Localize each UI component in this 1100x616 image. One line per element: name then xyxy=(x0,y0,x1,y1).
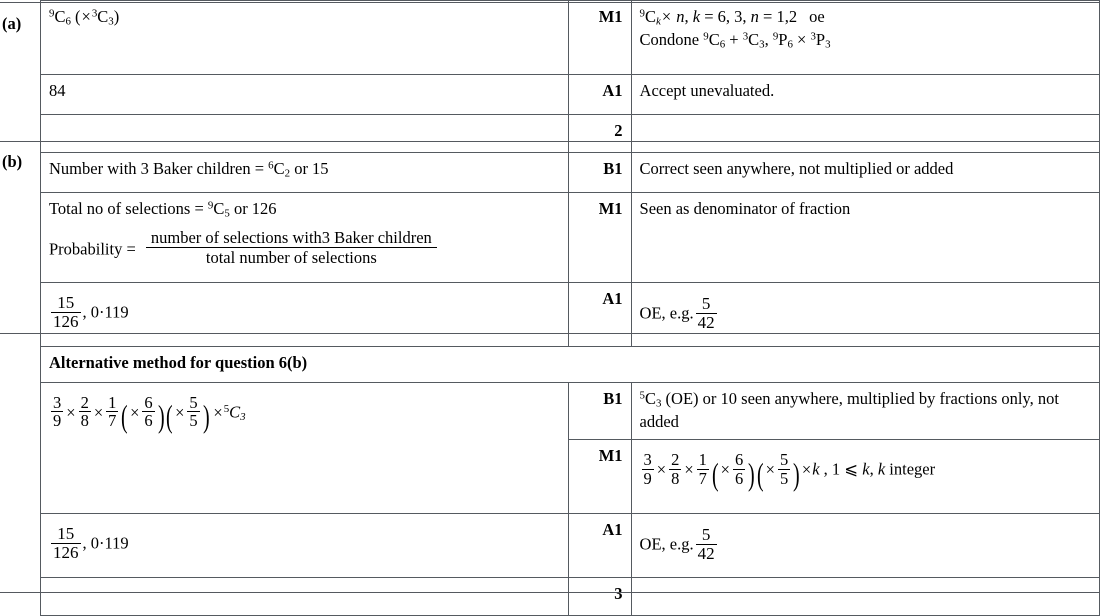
subscript-6: 6 xyxy=(719,38,726,51)
answer-fraction xyxy=(51,294,81,331)
superscript-3-2: 3 xyxy=(810,30,816,43)
combination-C: C xyxy=(644,389,656,408)
fraction-numerator: 15 xyxy=(57,293,75,312)
variable-n-2: n xyxy=(750,7,759,26)
combination-C: C xyxy=(644,7,656,26)
integer-word: integer xyxy=(885,460,936,480)
fraction-numerator: 5 xyxy=(701,294,711,313)
fraction-denominator: 9 xyxy=(643,468,652,488)
permutation-P: P xyxy=(778,30,788,50)
superscript-6: 6 xyxy=(268,159,274,172)
fraction-numerator: 6 xyxy=(734,450,744,470)
times-operator-4: × xyxy=(765,460,775,480)
fraction-numerator: 1 xyxy=(698,450,707,470)
probability-label: Probability = xyxy=(49,239,140,259)
table-row xyxy=(41,514,1100,578)
oe-prefix: OE, e.g. xyxy=(639,303,694,323)
fraction-1-7 xyxy=(106,394,118,430)
condone-word: Condone xyxy=(639,30,704,50)
section-rule-bottom xyxy=(0,592,1100,593)
combination-C: C xyxy=(54,7,66,26)
alt-expression xyxy=(49,388,560,433)
superscript-3: 3 xyxy=(91,7,98,20)
fraction-6-6 xyxy=(142,394,154,430)
answer-prefix: Number with 3 Baker children = xyxy=(49,159,269,178)
variable-k-2: k xyxy=(858,460,870,480)
table-row xyxy=(41,578,1100,616)
subscript-6: 6 xyxy=(65,15,71,28)
close-paren-large-1: ) xyxy=(157,398,165,435)
combination-C: C xyxy=(229,402,241,422)
combination-C: C xyxy=(273,159,285,178)
mark-cell-alt2: M1 xyxy=(569,440,631,514)
fraction-denominator: 5 xyxy=(189,411,198,431)
comment-line-1 xyxy=(640,6,1091,29)
times-operator-5: × xyxy=(213,402,223,422)
close-paren-large-1: ) xyxy=(748,455,755,492)
fraction-numerator: 5 xyxy=(779,450,789,470)
comma: , xyxy=(764,30,773,50)
subscript-2: 2 xyxy=(284,167,291,180)
comment-cell-a1 xyxy=(631,1,1099,75)
fraction-denominator: 7 xyxy=(698,468,707,488)
comment-cell-b2: Seen as denominator of fraction xyxy=(631,193,1099,283)
subscript-3: 3 xyxy=(108,15,114,28)
comment-cell-b1: Correct seen anywhere, not multiplied or added xyxy=(631,153,1099,193)
comment-cell-b-total xyxy=(631,578,1099,616)
oe-fraction xyxy=(696,526,717,563)
times-operator-3: × xyxy=(720,460,730,480)
subscript-6-2: 6 xyxy=(787,38,793,51)
fraction-denominator: 126 xyxy=(53,543,79,563)
answer-cell-b1 xyxy=(41,153,569,193)
table-row xyxy=(41,153,1100,193)
times-operator-3: × xyxy=(130,402,140,422)
answer-cell-a-total xyxy=(41,115,569,153)
comma: , xyxy=(684,7,693,26)
times-operator-1: × xyxy=(656,460,667,480)
line-prefix: Total no of selections = xyxy=(49,199,208,218)
variable-k-3: k xyxy=(877,460,886,480)
open-paren-large-1: ( xyxy=(121,398,129,435)
times-operator-5: × xyxy=(801,460,812,480)
superscript-5: 5 xyxy=(223,403,230,416)
less-than-or-equal-icon: ⩽ xyxy=(844,460,859,480)
answer-expression-a1 xyxy=(49,7,119,26)
fraction-denominator: 8 xyxy=(671,468,680,488)
fraction-numerator: 3 xyxy=(53,393,62,412)
superscript-9: 9 xyxy=(49,7,55,20)
decimal-equivalent: , 0·119 xyxy=(82,533,129,553)
mark-cell-b2: M1 xyxy=(569,193,631,283)
open-paren-large-2: ( xyxy=(166,398,174,435)
fraction-5-5 xyxy=(778,451,790,487)
answer-cell-b3 xyxy=(41,283,569,347)
oe-expression xyxy=(640,288,719,332)
superscript-9-2: 9 xyxy=(772,30,779,43)
probability-fraction xyxy=(146,229,437,267)
mark-total-b: 3 xyxy=(569,578,631,616)
fraction-denominator: 5 xyxy=(779,468,789,488)
fraction-denominator: 126 xyxy=(53,311,79,331)
variable-k: k xyxy=(692,7,701,26)
section-rule-top xyxy=(0,2,1100,3)
comment-cell-alt2 xyxy=(631,440,1099,514)
fraction-3-9 xyxy=(51,394,63,430)
k-values: = 6, 3, xyxy=(700,7,751,26)
times-operator: × xyxy=(81,7,91,26)
open-paren-large-1: ( xyxy=(711,455,719,492)
answer-expression-b1 xyxy=(49,159,329,178)
answer-suffix: or 15 xyxy=(290,159,329,178)
answer-fraction xyxy=(51,525,81,562)
comment-cell-alt1 xyxy=(631,383,1099,440)
mark-cell-alt1: B1 xyxy=(569,383,631,440)
fraction-denominator: 6 xyxy=(734,468,744,488)
table-row xyxy=(41,283,1100,347)
mark-cell-b3: A1 xyxy=(569,283,631,347)
table-row xyxy=(41,1,1100,75)
answer-cell-alt3 xyxy=(41,514,569,578)
fraction-numerator: 6 xyxy=(144,393,153,412)
fraction-5-5 xyxy=(187,394,199,430)
probability-definition-line xyxy=(49,221,560,267)
fraction-numerator: 5 xyxy=(701,525,711,545)
answer-value-b3 xyxy=(49,288,129,331)
answer-cell-b2 xyxy=(41,193,569,283)
answer-cell-alt-expression xyxy=(41,383,569,514)
subscript-3: 3 xyxy=(240,411,246,424)
subscript-k: k xyxy=(655,15,661,28)
fraction-numerator: 2 xyxy=(80,393,89,412)
decimal-equivalent: , 0·119 xyxy=(82,302,129,322)
times-operator: × xyxy=(792,30,811,50)
comment-line-2: added xyxy=(639,412,679,432)
variable-n: n xyxy=(676,7,685,26)
mark-cell-b1: B1 xyxy=(569,153,631,193)
close-paren-large-2: ) xyxy=(202,398,210,435)
comment-text: (OE) or 10 seen anywhere, multiplied by fractions only, not xyxy=(661,389,1060,408)
times-operator-4: × xyxy=(175,402,185,422)
mark-cell-a1: M1 xyxy=(569,1,631,75)
alt-m1-expression xyxy=(640,445,1091,490)
fraction-6-6 xyxy=(733,451,745,487)
open-paren-large-2: ( xyxy=(756,455,764,492)
times-operator-2: × xyxy=(684,460,694,480)
comment-cell-a-total xyxy=(631,115,1099,153)
superscript-3: 3 xyxy=(742,30,749,43)
superscript-9: 9 xyxy=(703,30,709,43)
mark-total-a: 2 xyxy=(569,115,631,153)
comment-cell-b3 xyxy=(631,283,1099,347)
fraction-1-7 xyxy=(697,451,709,487)
mark-cell-alt3: A1 xyxy=(569,514,631,578)
fraction-2-8 xyxy=(669,451,681,487)
variable-k: k xyxy=(812,460,820,480)
answer-cell-a1 xyxy=(41,1,569,75)
section-rule-a-b xyxy=(0,141,1100,142)
n-values: = 1,2 xyxy=(758,7,798,26)
alt-method-header: Alternative method for question 6(b) xyxy=(41,347,1100,383)
fraction-denominator: 9 xyxy=(53,411,62,431)
oe-expression xyxy=(640,519,719,563)
section-rule-alt xyxy=(0,333,1100,334)
answer-cell-a2: 84 xyxy=(41,75,569,115)
combination-C-2: C xyxy=(748,30,760,50)
open-paren: ( xyxy=(70,7,81,26)
subscript-3: 3 xyxy=(655,397,662,410)
comma: , xyxy=(869,460,878,480)
fraction-denominator: 7 xyxy=(108,411,117,431)
fraction-denominator: 6 xyxy=(144,411,153,431)
total-selections-line xyxy=(49,198,560,221)
answer-cell-b-total xyxy=(41,578,569,616)
oe-fraction xyxy=(696,295,717,332)
fraction-denominator: 42 xyxy=(697,312,715,332)
table-row xyxy=(41,193,1100,283)
close-paren-large-2: ) xyxy=(793,455,800,492)
combination-C-2: C xyxy=(97,7,109,26)
subscript-3: 3 xyxy=(759,38,765,51)
fraction-3-9 xyxy=(642,451,654,487)
fraction-numerator: 2 xyxy=(671,450,680,470)
fraction-denominator: 8 xyxy=(80,411,89,431)
fraction-numerator: number of selections with3 Baker children xyxy=(150,228,432,248)
close-paren: ) xyxy=(113,7,120,26)
fraction-2-8 xyxy=(79,394,91,430)
superscript-5: 5 xyxy=(639,389,645,402)
table-row xyxy=(41,75,1100,115)
permutation-P-2: P xyxy=(815,30,826,50)
fraction-denominator: total number of selections xyxy=(146,247,437,266)
line-suffix: or 126 xyxy=(229,199,277,218)
oe-prefix: OE, e.g. xyxy=(639,534,694,554)
part-label-b: (b) xyxy=(2,152,23,171)
table-row xyxy=(41,383,1100,440)
fraction-numerator: 5 xyxy=(189,393,198,412)
fraction-numerator: 1 xyxy=(108,393,117,412)
subscript-3-2: 3 xyxy=(825,38,831,51)
superscript-9: 9 xyxy=(207,199,214,212)
mark-cell-a2: A1 xyxy=(569,75,631,115)
fraction-numerator: 15 xyxy=(57,524,75,544)
subscript-5: 5 xyxy=(224,207,230,220)
comment-cell-alt3 xyxy=(631,514,1099,578)
table-row-alt-header xyxy=(41,347,1100,383)
combination-C: C xyxy=(213,199,225,218)
condition-prefix: , 1 xyxy=(819,460,845,480)
oe-note: oe xyxy=(809,7,825,26)
times-operator-2: × xyxy=(93,402,104,422)
table-row xyxy=(41,115,1100,153)
answer-value-alt3 xyxy=(49,519,129,562)
superscript-9: 9 xyxy=(639,7,645,20)
fraction-denominator: 42 xyxy=(697,544,715,564)
comment-line-1 xyxy=(640,388,1091,411)
plus-operator: + xyxy=(725,30,743,50)
combination-C: C xyxy=(708,30,720,50)
part-label-a: (a) xyxy=(2,14,22,33)
times-operator-1: × xyxy=(66,402,76,422)
comment-cell-a2: Accept unevaluated. xyxy=(631,75,1099,115)
comment-line-2 xyxy=(640,29,1091,52)
mark-scheme-table xyxy=(40,0,1100,616)
fraction-numerator: 3 xyxy=(643,450,652,470)
times-operator: × xyxy=(661,7,676,26)
